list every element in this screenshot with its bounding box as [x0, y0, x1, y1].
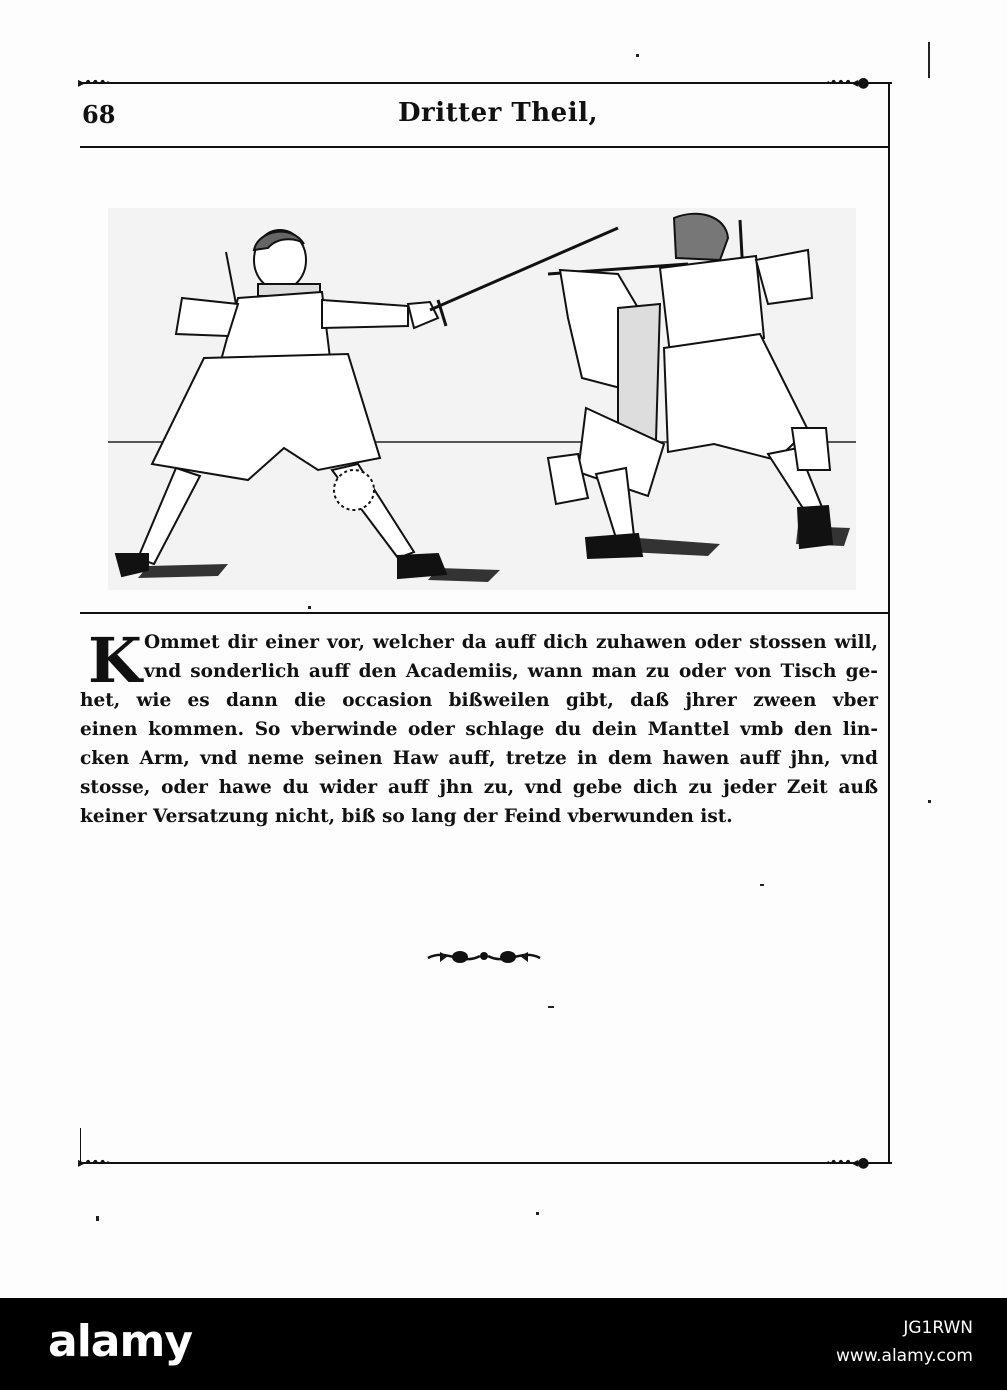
drop-cap: K: [88, 624, 142, 697]
print-speck: [96, 1216, 99, 1221]
top-right-ornament: ·•••◂●: [826, 75, 869, 91]
floral-tailpiece-icon: [426, 944, 542, 970]
print-speck: [548, 1006, 554, 1008]
stock-image-id: JG1RWN: [903, 1318, 973, 1338]
bottom-border-rule: [80, 1162, 892, 1164]
print-speck: [760, 884, 764, 886]
page-number: 68: [82, 100, 116, 129]
text-line: keiner Versatzung nicht, biß so lang der Feind vberwunden ist.: [80, 806, 733, 827]
print-speck: [928, 800, 931, 803]
top-left-ornament: ▸•••·: [78, 75, 110, 91]
text-line: stosse, oder hawe du wider auff jhn zu, vnd gebe dich zu jeder Zeit auß: [80, 777, 878, 798]
body-paragraph: [80, 624, 878, 831]
print-speck: [308, 606, 311, 609]
header-underline: [80, 146, 888, 148]
top-border-rule: [80, 82, 892, 84]
bottom-right-ornament: ·•••◂●: [826, 1155, 869, 1171]
stock-url-link[interactable]: www.alamy.com: [835, 1346, 973, 1366]
illustration-bottom-rule: [80, 612, 888, 614]
text-line: einen kommen. So vberwinde oder schlage du dein Manttel vmb den lin-: [80, 719, 878, 740]
stock-logo[interactable]: alamy: [48, 1316, 192, 1367]
fencing-illustration: [108, 208, 856, 590]
text-line: het, wie es dann die occasion bißweilen gibt, daß jhrer zween vber: [80, 690, 878, 711]
text-line: cken Arm, vnd neme seinen Haw auff, tretze in dem hawen auff jhn, vnd: [80, 748, 878, 769]
bottom-left-ornament: ▸•••·: [78, 1155, 110, 1171]
print-speck: [928, 42, 930, 78]
right-border-rule: [888, 84, 890, 1162]
print-speck: [636, 54, 639, 57]
running-head: Dritter Theil,: [398, 98, 599, 128]
print-speck: [536, 1212, 539, 1215]
text-line: vnd sonderlich auff den Academiis, wann man zu oder von Tisch ge-: [144, 661, 878, 682]
text-line: Ommet dir einer vor, welcher da auff dich zuhawen oder stossen will,: [144, 632, 878, 653]
